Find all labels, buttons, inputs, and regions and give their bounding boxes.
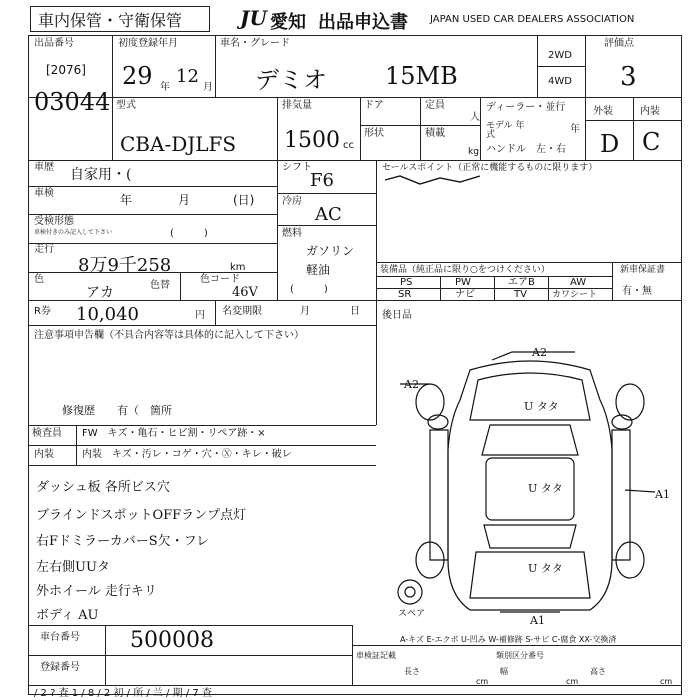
lot-bracket: [2076] — [46, 63, 86, 77]
aircon-label: 冷房 — [282, 196, 302, 207]
kg-unit: kg — [468, 147, 479, 157]
sales-scribble — [385, 176, 480, 184]
shape-label: 形状 — [364, 128, 384, 139]
cert-label: 車検証記載 — [356, 651, 396, 660]
type-label: 型式 — [116, 100, 136, 111]
equip-ps: PS — [400, 277, 413, 288]
inspector-label: 検査員 — [32, 428, 62, 439]
note-line: ダッシュ板 各所ビス穴 — [36, 480, 170, 495]
cm-unit: cm — [476, 677, 489, 686]
car-name: デミオ — [255, 66, 327, 94]
model-year-unit: 年 — [570, 124, 580, 135]
reg-month: 12 — [176, 66, 199, 87]
damage-legend: A-キズ E-エクボ U-凹み W-補修跡 S-サビ C-腐食 XX-交換済 — [400, 635, 617, 644]
mileage-label: 走行 — [34, 244, 54, 255]
spare-tire — [398, 580, 422, 604]
drive-2wd: 2WD — [548, 50, 572, 61]
cc-label: cc — [343, 140, 354, 151]
equip-aw: AW — [570, 277, 587, 288]
fuel-diesel: 軽油 — [306, 263, 331, 277]
cm-unit: cm — [566, 677, 579, 686]
note-line: ボディ AU — [36, 608, 99, 623]
receipt-paren: ( ) — [170, 228, 208, 239]
mark-u-mid: U タタ — [528, 482, 563, 495]
form-title-en: JAPAN USED CAR DEALERS ASSOCIATION — [430, 14, 635, 25]
month-suffix: 月 — [203, 82, 213, 93]
chassis-label: 車台番号 — [40, 632, 80, 643]
displacement-label: 排気量 — [282, 100, 312, 111]
wheel-front-left — [416, 384, 444, 420]
sales-point-label: セールスポイント（正常に機能するものに限ります） — [382, 163, 598, 173]
fuel-label: 燃料 — [282, 228, 302, 239]
class-no-label: 類別区分番号 — [496, 651, 544, 660]
reg-no-label: 登録番号 — [40, 662, 80, 673]
color-change-label: 色替 — [150, 280, 170, 291]
int-grade: C — [642, 128, 661, 156]
color-value: アカ — [86, 285, 114, 301]
interior-inspect-label: 内装 — [34, 449, 54, 460]
grade-title: 評価点 — [604, 38, 634, 49]
door-label: ドア — [364, 100, 384, 111]
use-type: 自家用・( — [70, 167, 132, 183]
ju-logo: JU — [240, 6, 267, 30]
chassis-number: 500008 — [130, 628, 214, 653]
note-line: 外ホイール 走行キリ — [36, 584, 157, 599]
mark-a1-bottom: A1 — [530, 614, 545, 627]
history-label: 車歴 — [34, 162, 54, 173]
note-line: ブラインドスポットOFFランプ点灯 — [36, 508, 247, 523]
equip-navi: ナビ — [455, 289, 475, 300]
warranty-yes-no: 有・無 — [622, 286, 652, 297]
handle-label: ハンドル 左・右 — [486, 144, 566, 155]
mileage: 8万9千258 — [78, 255, 172, 276]
mark-u-lower: U タタ — [528, 562, 563, 575]
cm-unit: cm — [660, 677, 673, 686]
wheel-front-right — [616, 384, 644, 420]
height-label: 高さ — [590, 667, 606, 676]
fuel-gas: ガソリン — [306, 244, 355, 258]
receipt-label: 受検形態 — [34, 216, 74, 227]
mark-a2-top: A2 — [532, 346, 547, 359]
color-code: 46V — [232, 285, 258, 300]
equip-tv: TV — [514, 289, 527, 300]
shift-label: シフト — [282, 162, 312, 173]
car-windshield — [482, 425, 578, 455]
color-code-label: 色コード — [200, 274, 240, 285]
receipt-note: 車検付きのみ記入して下さい — [34, 229, 113, 236]
form-title: 出品申込書 — [318, 12, 408, 33]
mark-a2-left: A2 — [404, 378, 419, 391]
insp-month: 月 — [178, 193, 191, 207]
shift-value: F6 — [310, 170, 334, 191]
equip-pw: PW — [455, 277, 471, 288]
interior-row: 内装 キズ・汚レ・コゲ・穴・Ⓧ・キレ・破レ — [82, 449, 292, 460]
notes-title: 注意事項申告欄（不具合内容等は具体的に記入して下さい） — [34, 330, 304, 341]
lot-label: 出品番号 — [34, 38, 74, 49]
equip-airbag: エアB — [508, 277, 535, 288]
model-year-label: モデル 年式 — [486, 121, 525, 140]
score: 3 — [620, 62, 637, 92]
person-unit: 人 — [470, 112, 480, 123]
length-label: 長さ — [404, 667, 420, 676]
note-line: 左右側UUタ — [36, 560, 110, 575]
insp-day: (日) — [233, 193, 255, 207]
capacity-label: 定員 — [425, 100, 445, 111]
lot-number: 03044 — [34, 88, 111, 116]
yen-unit: 円 — [195, 310, 205, 321]
reg-year: 29 — [122, 62, 153, 90]
name-change-month: 月 — [300, 306, 310, 317]
drive-4wd: 4WD — [548, 76, 572, 87]
equip-title: 装備品（純正品に限り○をつけください） — [380, 265, 550, 275]
spare-label: スペア — [398, 609, 426, 619]
repair-history: 修復歴 有（ 箇所 — [62, 404, 172, 417]
aircon-value: AC — [315, 204, 342, 225]
equip-sr: SR — [398, 289, 412, 300]
displacement: 1500 — [284, 128, 340, 153]
note-line: 右FドミラーカバーS欠・フレ — [36, 534, 210, 549]
width-label: 幅 — [500, 667, 508, 676]
mark-u-top: U タタ — [524, 400, 559, 413]
first-reg-label: 初度登録年月 — [118, 38, 178, 49]
storage-note: 車内保管・守衛保管 — [38, 11, 183, 30]
recycle-label: R券 — [34, 306, 51, 317]
mark-a1-right: A1 — [655, 488, 670, 501]
new-warranty-label: 新車保証書 — [620, 265, 666, 275]
car-rear-window — [484, 525, 576, 548]
insp-year: 年 — [120, 193, 133, 207]
car-door-right — [612, 430, 630, 560]
interior-label: 内装 — [640, 106, 660, 117]
equip-seat: カワシート — [552, 290, 598, 300]
ext-grade: D — [600, 130, 620, 158]
grade: 15MB — [385, 62, 458, 90]
fw-row: FW キズ・亀石・ヒビ割・リペア跡・× — [82, 428, 266, 439]
name-change-day: 日 — [350, 306, 360, 317]
exterior-label: 外装 — [593, 106, 613, 117]
name-change-label: 名変期限 — [222, 306, 262, 317]
load-label: 積載 — [425, 128, 445, 139]
km-unit: km — [230, 262, 246, 273]
car-door-left — [430, 430, 448, 560]
fuel-paren: ( ) — [290, 284, 328, 295]
inspection-label: 車検 — [34, 188, 54, 199]
model-name-label: 車名・グレード — [220, 38, 290, 49]
recycle-amount: 10,040 — [76, 304, 139, 325]
org-name: 愛知 — [270, 12, 306, 33]
rear-label: 後日品 — [382, 310, 412, 321]
bottom-stamps: / 2 ? 査 1 / 8 / 2 初 / 所 / 兰 / 期 / 7 查 — [34, 688, 212, 699]
dealer-label: ディーラー・並行 — [486, 102, 566, 113]
year-suffix: 年 — [160, 82, 170, 93]
color-label: 色 — [34, 274, 44, 285]
spare-tire-hub — [405, 587, 415, 597]
model-code: CBA-DJLFS — [120, 132, 237, 156]
